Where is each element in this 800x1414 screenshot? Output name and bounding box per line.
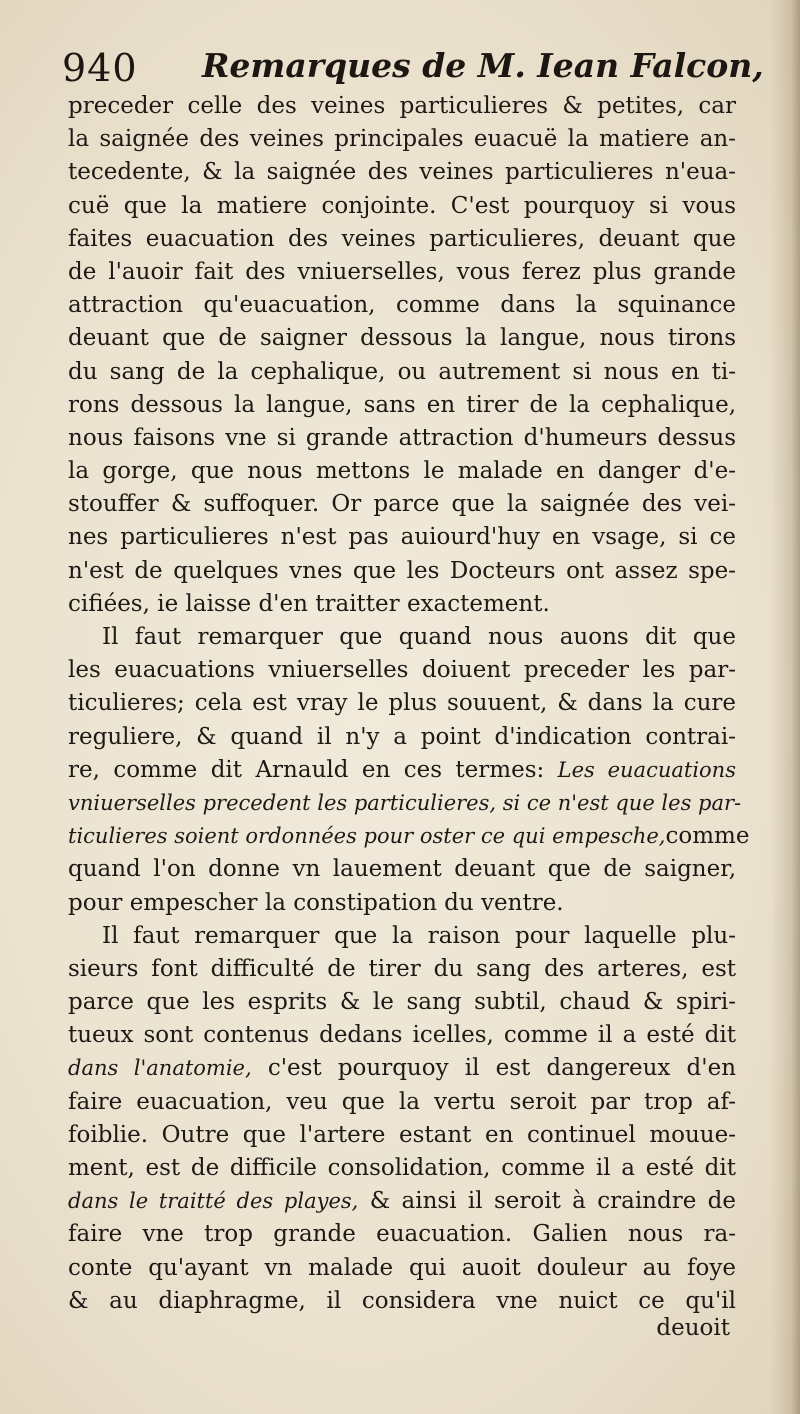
line-text-after: c'est pourquoy il est dangereux d'en [267, 1055, 737, 1082]
text-line [68, 1252, 736, 1285]
text-body [68, 90, 750, 1318]
line-text-after: comme [665, 823, 750, 850]
line-text: foiblie. Outre que l'artere estant en continuel mouue- [68, 1121, 736, 1148]
text-line [68, 920, 736, 953]
text-line [68, 256, 736, 289]
text-line [68, 986, 736, 1019]
line-text: Il faut remarquer que quand nous auons dit que [102, 624, 736, 650]
text-line [68, 754, 736, 787]
text-line [68, 1119, 736, 1152]
text-line [68, 1218, 736, 1251]
line-text: cuë que la matiere conjointe. C'est pourquoy si vous [68, 192, 736, 219]
line-text: conte qu'ayant vn malade qui auoit douleur au foye [68, 1254, 736, 1281]
page-number: 940 [62, 46, 138, 90]
line-text: nes particulieres n'est pas auiourd'huy en vsage, si ce [68, 524, 736, 551]
line-text: re, comme dit Arnauld en ces termes: [68, 756, 545, 783]
text-line [68, 289, 736, 322]
line-text: nous faisons vne si grande attraction d'humeurs dessus [68, 424, 736, 451]
line-text: tueux sont contenus dedans icelles, comme il a esté dit [68, 1022, 736, 1049]
line-text: deuant que de saigner dessous la langue, nous tirons [68, 325, 736, 352]
line-text: ment, est de difficile consolidation, comme il a esté dit [68, 1155, 736, 1181]
text-line [68, 621, 736, 654]
line-text: parce que les esprits & le sang subtil, chaud & spiri- [68, 989, 736, 1016]
page-gutter-shadow [770, 0, 800, 1414]
text-line [68, 123, 736, 156]
line-text: ticulieres; cela est vray le plus souuent, & dans la cure [68, 690, 736, 717]
text-line [68, 820, 750, 853]
text-line [68, 588, 736, 621]
line-italic-text: vniuerselles precedent les particulieres, si ce n'est que les par- [68, 790, 742, 815]
text-line [68, 356, 736, 389]
page-header [62, 46, 764, 96]
line-italic-text: dans l'anatomie, [68, 1056, 252, 1081]
text-line [68, 488, 736, 521]
line-text: sieurs font difficulté de tirer du sang des arteres, est [68, 955, 736, 982]
catchword: deuoit [656, 1315, 730, 1341]
line-text: n'est de quelques vnes que les Docteurs ont assez spe- [68, 557, 736, 584]
text-line [68, 787, 742, 820]
line-text: la saignée des veines principales euacuë la matiere an- [68, 126, 736, 153]
text-line [68, 853, 736, 886]
text-line [68, 1285, 736, 1318]
line-italic-text: Les euacuations [557, 757, 736, 782]
line-italic-text: dans le traitté des playes, [68, 1189, 359, 1214]
line-text: Il faut remarquer que la raison pour laquelle plu- [102, 922, 736, 949]
text-line [68, 389, 736, 422]
text-line [68, 555, 736, 588]
text-line [68, 1152, 736, 1185]
text-line [68, 1019, 736, 1052]
text-line [68, 223, 736, 256]
text-line [68, 190, 736, 223]
line-italic-text: ticulieres soient ordonnées pour oster ce qui empesche, [68, 824, 666, 849]
line-text: faire euacuation, veu que la vertu seroit par trop af- [68, 1088, 736, 1115]
line-text: reguliere, & quand il n'y a point d'indication contrai- [68, 723, 736, 750]
text-line [68, 887, 736, 920]
line-text: stouffer & suffoquer. Or parce que la saignée des vei- [68, 491, 736, 518]
line-text: pour empescher la constipation du ventre. [68, 889, 564, 916]
text-line [68, 1086, 736, 1119]
line-text: faire vne trop grande euacuation. Galien nous ra- [68, 1221, 736, 1248]
line-text: la gorge, que nous mettons le malade en danger d'e- [68, 458, 736, 485]
line-text-after: & ainsi il seroit à craindre de [369, 1188, 736, 1215]
running-title: Remarques de M. Iean Falcon, [202, 46, 764, 85]
line-text: les euacuations vniuerselles doiuent preceder les par- [68, 657, 736, 684]
line-text: du sang de la cephalique, ou autrement si nous en ti- [68, 358, 736, 385]
text-line [68, 953, 736, 986]
text-line [68, 1185, 736, 1218]
line-text: tecedente, & la saignée des veines particulieres n'eua- [68, 159, 736, 186]
line-text: attraction qu'euacuation, comme dans la squinance [68, 292, 736, 319]
line-text: de l'auoir fait des vniuerselles, vous ferez plus grande [68, 258, 736, 285]
line-text: rons dessous la langue, sans en tirer de la cephalique, [68, 391, 736, 418]
text-line [68, 521, 736, 554]
line-text: faites euacuation des veines particulieres, deuant que [68, 225, 736, 252]
text-line [68, 156, 736, 189]
line-text: preceder celle des veines particulieres & petites, car [68, 93, 736, 119]
text-line [68, 721, 736, 754]
text-line [68, 1052, 736, 1085]
text-line [68, 90, 736, 123]
line-text: quand l'on donne vn lauement deuant que de saigner, [68, 856, 736, 883]
text-line [68, 322, 736, 355]
text-line [68, 455, 736, 488]
line-text: cifiées, ie laisse d'en traitter exactement. [68, 590, 550, 617]
text-line [68, 687, 736, 720]
text-line [68, 422, 736, 455]
line-text: & au diaphragme, il considera vne nuict ce qu'il [68, 1287, 736, 1314]
text-line [68, 654, 736, 687]
